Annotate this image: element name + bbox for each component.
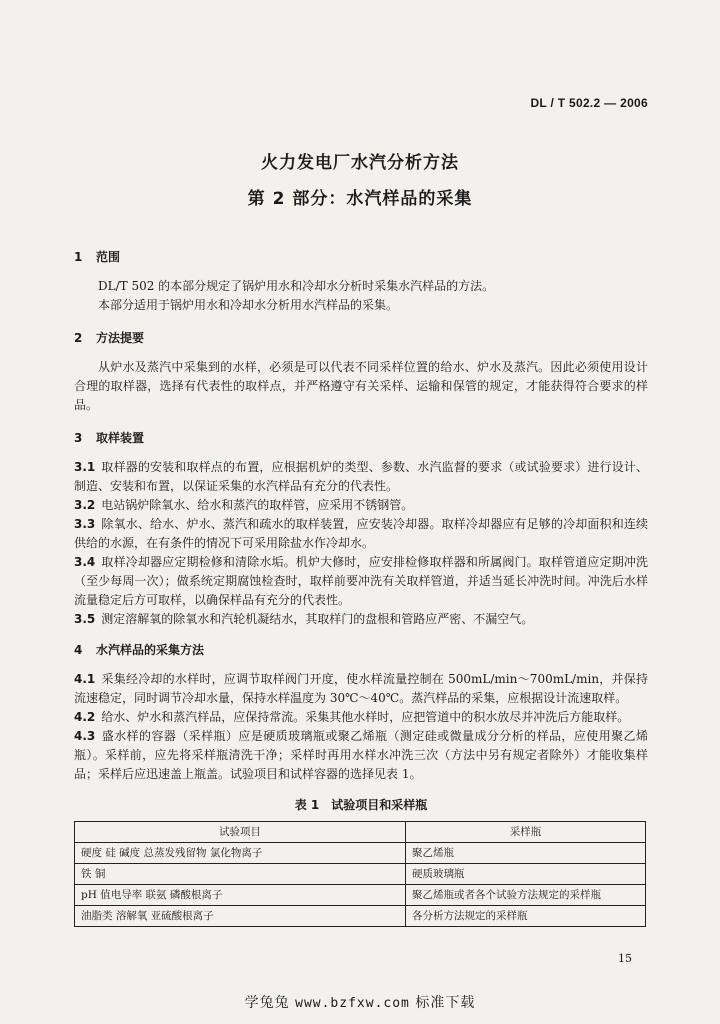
table-row bbox=[75, 885, 646, 906]
clause bbox=[74, 553, 648, 610]
table-header-cell: 采样瓶 bbox=[406, 822, 646, 843]
document-title: 火力发电厂水汽分析方法 bbox=[261, 153, 459, 173]
table-cell: 硬质玻璃瓶 bbox=[406, 864, 646, 885]
clause-number: 3.4 bbox=[74, 555, 96, 569]
clause bbox=[74, 708, 648, 727]
footer-url[interactable]: www.bzfxw.com bbox=[295, 996, 410, 1011]
table-row bbox=[75, 906, 646, 927]
table-cell: 聚乙烯瓶或者各个试验方法规定的采样瓶 bbox=[406, 885, 646, 906]
paragraph: 本部分适用于锅炉用水和冷却水分析用水汽样品的采集。 bbox=[98, 298, 399, 312]
clause bbox=[74, 458, 648, 496]
table-header-row bbox=[75, 822, 646, 843]
clause-text: 取样冷却器应定期检修和清除水垢。机炉大修时，应安排检修取样器和所属阀门。取样管道应定期冲洗（至少每周一次）；做系统定期腐蚀检查时，取样前要冲洗有关取样管道，并适当延长冲洗时间。冲洗后水样流量稳定后方可取样，以确保样品有充分的代表性。 bbox=[74, 555, 648, 607]
clause-text: 盛水样的容器（采样瓶）应是硬质玻璃瓶或聚乙烯瓶（测定硅或微量成分分析的样品，应使用聚乙烯瓶）。采样前，应先将采样瓶清洗干净；采样时再用水样水冲洗三次（方法中另有规定者除外）才能收集样品；采样后应迅速盖上瓶盖。试验项目和试样容器的选择见表 1。 bbox=[74, 729, 648, 781]
section-title: 水汽样品的采集方法 bbox=[96, 643, 205, 657]
paragraph: DL/T 502 的本部分规定了锅炉用水和冷却水分析时采集水汽样品的方法。 bbox=[98, 279, 495, 293]
clause-text: 取样器的安装和取样点的布置，应根据机炉的类型、参数、水汽监督的要求（或试验要求）进行设计、制造、安装和布置，以保证采集的水汽样品有充分的代表性。 bbox=[74, 460, 648, 493]
clause-text: 除氧水、给水、炉水、蒸汽和疏水的取样装置，应安装冷却器。取样冷却器应有足够的冷却面积和连续供给的水源，在有条件的情况下可采用除盐水作冷却水。 bbox=[74, 517, 648, 550]
section-title: 方法提要 bbox=[96, 331, 145, 345]
section-body bbox=[74, 358, 648, 415]
table-caption: 表 1 试验项目和采样瓶 bbox=[294, 798, 428, 812]
document-subtitle: 第 2 部分：水汽样品的采集 bbox=[247, 189, 473, 209]
footer-site-name: 学兔兔 bbox=[244, 995, 290, 1011]
table-row bbox=[75, 864, 646, 885]
clause-number: 4.1 bbox=[74, 672, 96, 686]
clause bbox=[74, 670, 648, 708]
table-cell: pH 值电导率 联氨 磷酸根离子 bbox=[75, 885, 406, 906]
paragraph: 从炉水及蒸汽中采集到的水样，必须是可以代表不同采样位置的给水、炉水及蒸汽。因此必须使用设计合理的取样器，选择有代表性的取样点，并严格遵守有关采样、运输和保管的规定，才能获得符合要求的样品。 bbox=[74, 360, 648, 412]
clause bbox=[74, 515, 648, 553]
clause-number: 3.1 bbox=[74, 460, 96, 474]
table-row bbox=[75, 843, 646, 864]
section-title: 取样装置 bbox=[96, 431, 145, 445]
section-title: 范围 bbox=[96, 250, 121, 264]
table-cell: 油脂类 溶解氧 亚硫酸根离子 bbox=[75, 906, 406, 927]
footer-label: 标准下载 bbox=[415, 995, 476, 1011]
clause-number: 3.3 bbox=[74, 517, 96, 531]
section-body bbox=[74, 277, 648, 315]
table-cell: 各分析方法规定的采样瓶 bbox=[406, 906, 646, 927]
table-cell: 铁 铜 bbox=[75, 864, 406, 885]
standard-code: DL / T 502.2 — 2006 bbox=[530, 96, 648, 110]
clause-text: 采集经冷却的水样时，应调节取样阀门开度，使水样流量控制在 500mL/min～700mL/min，并保持流速稳定，同时调节冷却水量，保持水样温度为 30℃～40℃。蒸汽样品的采集，应根据设计流速取样。 bbox=[74, 672, 648, 705]
section-number: 4 bbox=[74, 643, 83, 657]
section-heading bbox=[74, 248, 648, 267]
clause bbox=[74, 496, 648, 515]
clause-number: 3.2 bbox=[74, 498, 96, 512]
table-header-cell: 试验项目 bbox=[75, 822, 406, 843]
clause-text: 测定溶解氧的除氧水和汽轮机凝结水，其取样门的盘根和管路应严密、不漏空气。 bbox=[101, 612, 534, 626]
clause-number: 3.5 bbox=[74, 612, 96, 626]
table-cell: 聚乙烯瓶 bbox=[406, 843, 646, 864]
section-number: 3 bbox=[74, 431, 83, 445]
section-number: 2 bbox=[74, 331, 83, 345]
page-number: 15 bbox=[618, 952, 632, 965]
clause-text: 电站锅炉除氧水、给水和蒸汽的取样管，应采用不锈钢管。 bbox=[101, 498, 414, 512]
clause-text: 给水、炉水和蒸汽样品，应保持常流。采集其他水样时，应把管道中的积水放尽并冲洗后方能取样。 bbox=[101, 710, 630, 724]
table-cell: 硬度 硅 碱度 总蒸发残留物 氯化物离子 bbox=[75, 843, 406, 864]
clause bbox=[74, 727, 648, 784]
document-body bbox=[74, 248, 648, 927]
section-number: 1 bbox=[74, 250, 83, 264]
clause-number: 4.3 bbox=[74, 729, 96, 743]
clause bbox=[74, 610, 648, 629]
section-body bbox=[74, 458, 648, 629]
section-heading bbox=[74, 641, 648, 660]
sampling-table bbox=[74, 821, 646, 927]
section-heading bbox=[74, 329, 648, 348]
footer bbox=[0, 992, 720, 1012]
section-heading bbox=[74, 429, 648, 448]
section-body bbox=[74, 670, 648, 784]
clause-number: 4.2 bbox=[74, 710, 96, 724]
